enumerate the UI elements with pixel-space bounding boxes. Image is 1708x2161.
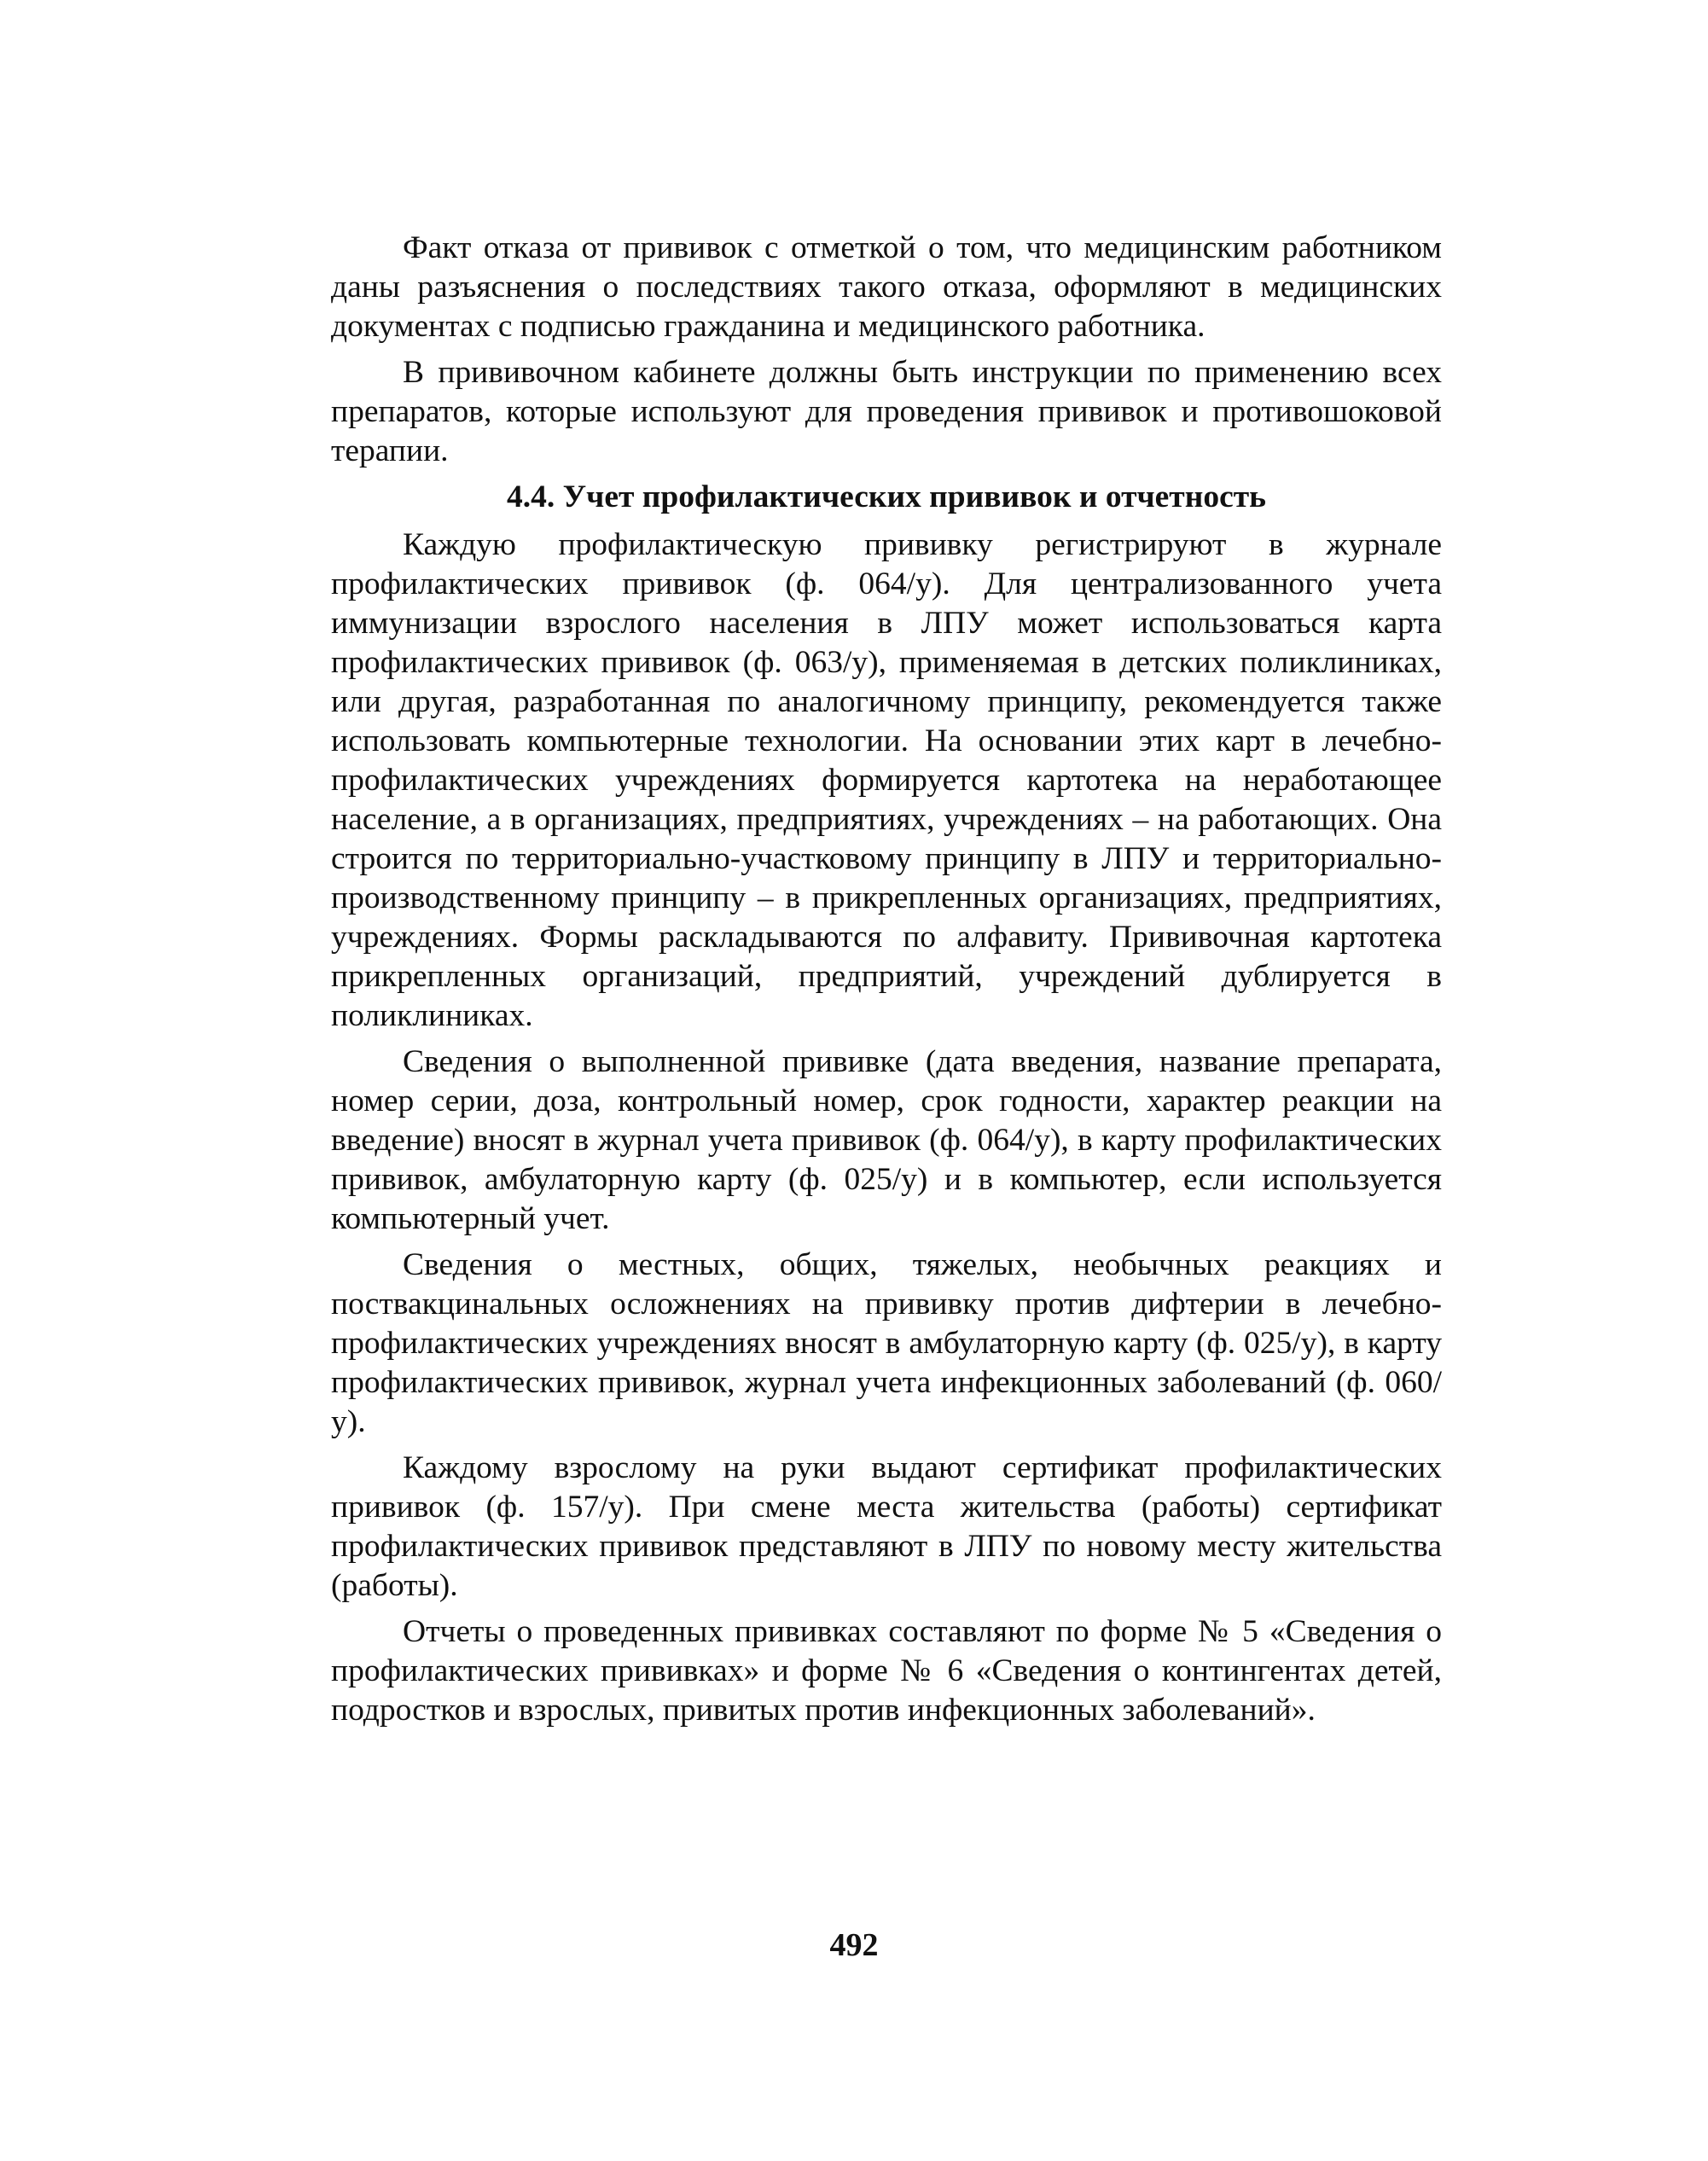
paragraph-certificate: Каждому взрослому на руки выдают сертификат профилактических прививок (ф. 157/у). При смене места жительства (работы) сертификат профилактических прививок представляют в ЛПУ по новому месту жительства (работы). (331, 1450, 1442, 1603)
paragraph-registration: Каждую профилактическую прививку регистрируют в журнале профилактических прививок (ф. 064/у). Для централизованного учета иммунизации взрослого населения в ЛПУ может использоваться карта профилактических прививок (ф. 063/у), применяемая в детских поликлиниках, или другая, разработанная по аналогичному принципу, рекомендуется также использовать компьютерные технологии. На основании этих карт в лечебно-профилактических учреждениях формируется картотека на неработающее население, а в организациях, предприятиях, учреждениях – на работающих. Она строится по территориально-участковому принципу в ЛПУ и территориально-производственному принципу – в прикрепленных организациях, предприятиях, учреждениях. Формы раскладываются по алфавиту. Прививочная картотека прикрепленных организаций, предприятий, учреждений дублируется в поликлиниках. (331, 527, 1442, 1033)
paragraph-reactions: Сведения о местных, общих, тяжелых, необычных реакциях и поствакцинальных осложнениях на прививку против дифтерии в лечебно-профилактических учреждениях вносят в амбулаторную карту (ф. 025/у), в карту профилактических прививок, журнал учета инфекционных заболеваний (ф. 060/у). (331, 1247, 1442, 1439)
paragraph-vaccination-details: Сведения о выполненной прививке (дата введения, название препарата, номер серии, доза, контрольный номер, срок годности, характер реакции на введение) вносят в журнал учета прививок (ф. 064/у), в карту профилактических прививок, амбулаторную карту (ф. 025/у) и в компьютер, если используется компьютерный учет. (331, 1044, 1442, 1236)
paragraph-instructions: В прививочном кабинете должны быть инструкции по применению всех препаратов, которые используют для проведения прививок и противошоковой терапии. (331, 355, 1442, 468)
page-body (331, 229, 1442, 1737)
page-number: 492 (829, 1927, 879, 1963)
section-heading: 4.4. Учет профилактических прививок и отчетность (507, 479, 1266, 514)
paragraph-reports: Отчеты о проведенных прививках составляют по форме № 5 «Сведения о профилактических прививках» и форме № 6 «Сведения о контингентах детей, подростков и взрослых, привитых против инфекционных заболеваний». (331, 1614, 1442, 1728)
paragraph-refusal: Факт отказа от прививок с отметкой о том, что медицинским работником даны разъяснения о последствиях такого отказа, оформляют в медицинских документах с подписью гражданина и медицинского работника. (331, 230, 1442, 344)
